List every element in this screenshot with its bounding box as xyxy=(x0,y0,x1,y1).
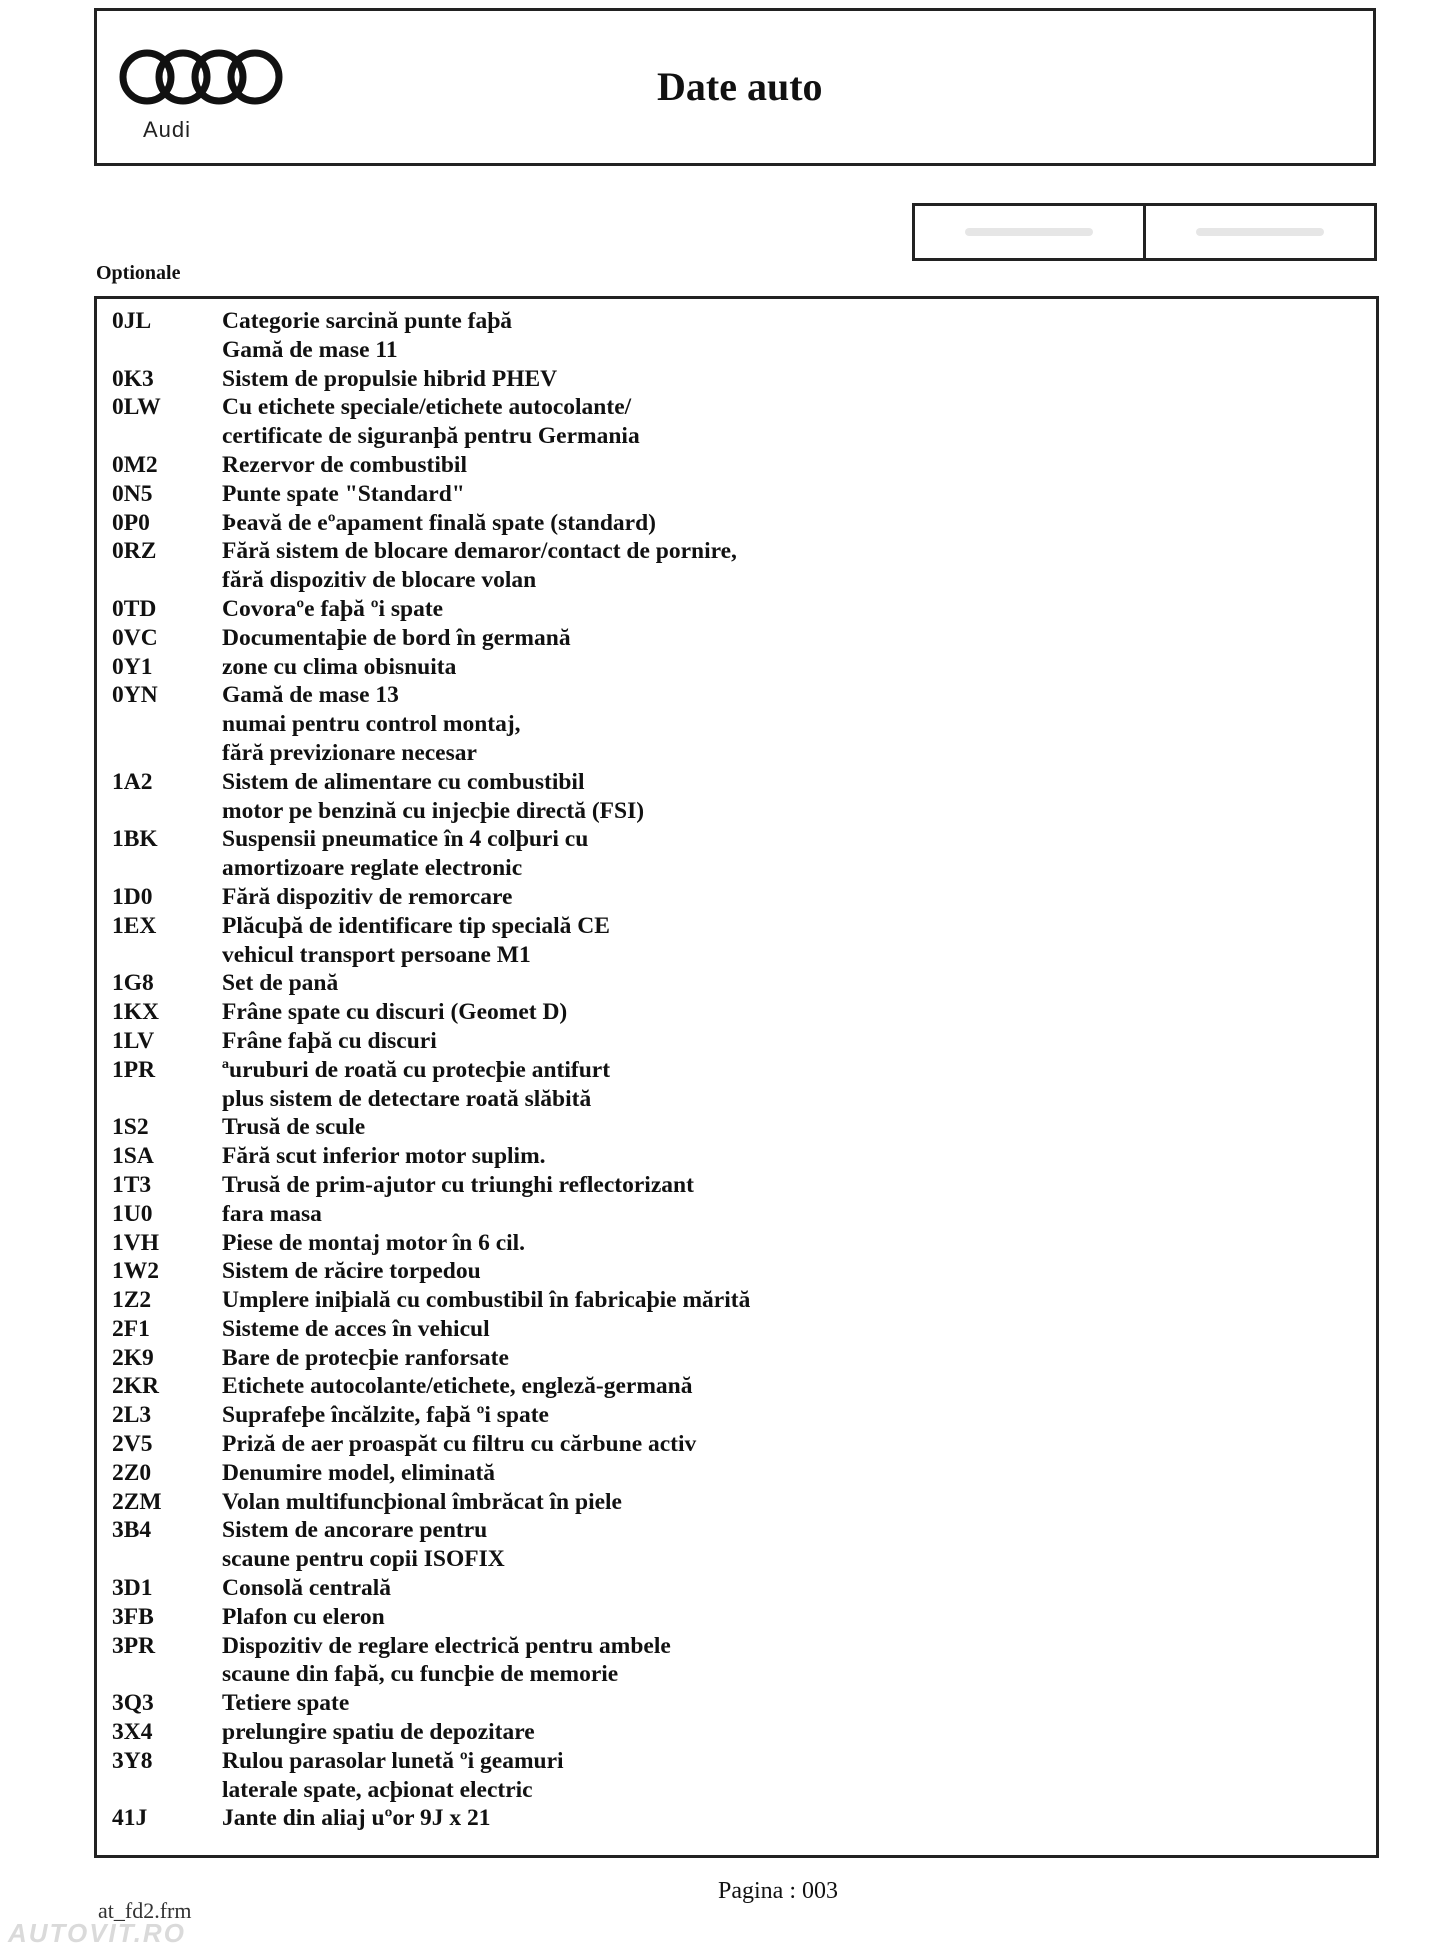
option-description xyxy=(222,1315,490,1344)
option-code: 3Q3 xyxy=(112,1690,154,1717)
option-row xyxy=(97,1804,1376,1833)
option-description-line: Consolă centrală xyxy=(222,1575,392,1602)
option-code: 0K3 xyxy=(112,365,154,392)
option-description-line: Punte spate "Standard" xyxy=(222,480,465,507)
option-description xyxy=(222,1113,365,1142)
option-description-line: scaune din faþă, cu funcþie de memorie xyxy=(222,1661,619,1688)
audi-logo xyxy=(117,47,287,142)
option-description-line: Piese de montaj motor în 6 cil. xyxy=(222,1229,526,1256)
option-row xyxy=(97,393,1376,451)
option-description xyxy=(222,365,557,394)
option-code: 0YN xyxy=(112,682,158,709)
option-description-line: Cu etichete speciale/etichete autocolante/ xyxy=(222,394,632,421)
option-code: 3B4 xyxy=(112,1517,152,1544)
option-description xyxy=(222,1632,671,1690)
option-row xyxy=(97,451,1376,480)
option-description-line: Fără dispozitiv de remorcare xyxy=(222,883,513,910)
option-row xyxy=(97,969,1376,998)
option-description-line: Tetiere spate xyxy=(222,1690,350,1717)
option-row xyxy=(97,1113,1376,1142)
option-code: 0Y1 xyxy=(112,653,153,680)
option-row xyxy=(97,307,1376,365)
option-description-line: zone cu clima obisnuita xyxy=(222,653,457,680)
option-description xyxy=(222,1430,696,1459)
option-description xyxy=(222,1689,349,1718)
option-description-line: Etichete autocolante/etichete, engleză-germană xyxy=(222,1373,693,1400)
option-description-line: Rezervor de combustibil xyxy=(222,451,467,478)
reference-field-left xyxy=(915,206,1143,258)
option-row xyxy=(97,1171,1376,1200)
option-code: 1G8 xyxy=(112,970,154,997)
option-row xyxy=(97,653,1376,682)
option-code: 1LV xyxy=(112,1027,155,1054)
page-number: Pagina : 003 xyxy=(718,1878,838,1904)
option-code: 1S2 xyxy=(112,1114,149,1141)
option-code: 3D1 xyxy=(112,1575,153,1602)
reference-fields xyxy=(912,203,1377,261)
option-row xyxy=(97,1229,1376,1258)
option-description xyxy=(222,537,737,595)
option-description xyxy=(222,912,610,970)
option-code: 0M2 xyxy=(112,451,158,478)
option-description-line: Documentaþie de bord în germană xyxy=(222,624,571,651)
option-description xyxy=(222,998,567,1027)
option-code: 3X4 xyxy=(112,1719,153,1746)
option-code: 1VH xyxy=(112,1229,159,1256)
document-header xyxy=(94,8,1376,166)
option-description xyxy=(222,825,588,883)
option-code: 1BK xyxy=(112,826,158,853)
option-code: 3Y8 xyxy=(112,1747,153,1774)
option-row xyxy=(97,1315,1376,1344)
option-row xyxy=(97,883,1376,912)
option-code: 1A2 xyxy=(112,768,153,795)
option-code: 1T3 xyxy=(112,1171,152,1198)
option-row xyxy=(97,1603,1376,1632)
option-description-line: Covoraºe faþă ºi spate xyxy=(222,595,444,622)
option-row xyxy=(97,1200,1376,1229)
option-row xyxy=(97,509,1376,538)
option-description xyxy=(222,1804,490,1833)
option-description xyxy=(222,1401,549,1430)
option-description xyxy=(222,1372,693,1401)
option-row xyxy=(97,595,1376,624)
option-code: 0RZ xyxy=(112,538,157,565)
option-row xyxy=(97,537,1376,595)
option-description-line: fără previzionare necesar xyxy=(222,739,477,766)
option-description-line: Sisteme de acces în vehicul xyxy=(222,1315,490,1342)
option-description xyxy=(222,653,456,682)
option-description xyxy=(222,1344,509,1373)
option-description xyxy=(222,1459,495,1488)
option-description-line: Categorie sarcină punte faþă xyxy=(222,308,513,334)
option-row xyxy=(97,480,1376,509)
option-row xyxy=(97,1027,1376,1056)
redacted-mark xyxy=(965,228,1093,236)
option-description-line: Umplere iniþială cu combustibil în fabricaþie mărită xyxy=(222,1287,751,1314)
option-description-line: Rulou parasolar lunetă ºi geamuri xyxy=(222,1747,564,1774)
option-row xyxy=(97,768,1376,826)
option-row xyxy=(97,1286,1376,1315)
option-description xyxy=(222,1574,391,1603)
option-description-line: Fără scut inferior motor suplim. xyxy=(222,1143,546,1170)
option-row xyxy=(97,1257,1376,1286)
option-row xyxy=(97,1459,1376,1488)
option-description-line: Gamă de mase 13 xyxy=(222,682,399,709)
option-description-line: certificate de siguranþă pentru Germania xyxy=(222,423,640,450)
option-code: 0JL xyxy=(112,308,152,334)
option-description xyxy=(222,1516,505,1574)
option-description xyxy=(222,451,467,480)
option-code: 0P0 xyxy=(112,509,150,536)
option-description xyxy=(222,883,512,912)
option-code: 2Z0 xyxy=(112,1459,152,1486)
option-description-line: scaune pentru copii ISOFIX xyxy=(222,1546,505,1573)
option-description xyxy=(222,681,521,767)
option-code: 2L3 xyxy=(112,1402,152,1429)
option-description xyxy=(222,1171,694,1200)
option-code: 1KX xyxy=(112,999,159,1026)
option-row xyxy=(97,1142,1376,1171)
option-code: 2K9 xyxy=(112,1344,154,1371)
option-description-line: numai pentru control montaj, xyxy=(222,711,521,738)
option-description-line: Jante din aliaj uºor 9J x 21 xyxy=(222,1805,491,1832)
option-description-line: Frâne spate cu discuri (Geomet D) xyxy=(222,999,568,1026)
option-description-line: fără dispozitiv de blocare volan xyxy=(222,567,537,594)
option-row xyxy=(97,1516,1376,1574)
option-description xyxy=(222,1056,610,1114)
option-row xyxy=(97,1430,1376,1459)
page-title: Date auto xyxy=(657,64,823,109)
reference-field-right xyxy=(1143,206,1374,258)
option-row xyxy=(97,825,1376,883)
option-description-line: fara masa xyxy=(222,1200,322,1227)
option-code: 3FB xyxy=(112,1603,154,1630)
option-row xyxy=(97,998,1376,1027)
option-row xyxy=(97,1689,1376,1718)
option-description-line: Frâne faþă cu discuri xyxy=(222,1027,437,1054)
option-row xyxy=(97,1488,1376,1517)
option-row xyxy=(97,365,1376,394)
option-description xyxy=(222,1286,750,1315)
option-row xyxy=(97,1718,1376,1747)
option-description xyxy=(222,1200,322,1229)
option-code: 0VC xyxy=(112,624,158,651)
option-row xyxy=(97,1401,1376,1430)
option-description-line: Dispozitiv de reglare electrică pentru ambele xyxy=(222,1632,671,1659)
option-code: 0N5 xyxy=(112,480,153,507)
option-description xyxy=(222,1257,481,1286)
option-code: 1W2 xyxy=(112,1258,159,1285)
option-description-line: Trusă de prim-ajutor cu triunghi reflectorizant xyxy=(222,1171,694,1198)
option-row xyxy=(97,1372,1376,1401)
option-description xyxy=(222,969,338,998)
option-description xyxy=(222,1142,546,1171)
option-row xyxy=(97,1747,1376,1805)
option-description-line: amortizoare reglate electronic xyxy=(222,855,523,882)
option-description-line: Sistem de propulsie hibrid PHEV xyxy=(222,365,558,392)
option-code: 1U0 xyxy=(112,1200,153,1227)
option-description-line: Volan multifuncþional îmbrăcat în piele xyxy=(222,1488,622,1515)
option-description-line: Plafon cu eleron xyxy=(222,1603,385,1630)
redacted-mark xyxy=(1196,228,1324,236)
option-description-line: Fără sistem de blocare demaror/contact de pornire, xyxy=(222,538,737,565)
option-code: 2KR xyxy=(112,1373,159,1400)
option-description xyxy=(222,307,512,365)
option-description-line: Þeavă de eºapament finală spate (standard) xyxy=(222,509,657,536)
option-description-line: ªuruburi de roată cu protecþie antifurt xyxy=(222,1056,611,1083)
option-code: 1EX xyxy=(112,912,157,939)
option-description-line: Denumire model, eliminată xyxy=(222,1459,496,1486)
option-row xyxy=(97,624,1376,653)
option-code: 2ZM xyxy=(112,1488,162,1515)
option-description xyxy=(222,1747,564,1805)
option-row xyxy=(97,681,1376,767)
option-description xyxy=(222,1718,535,1747)
option-code: 41J xyxy=(112,1805,148,1832)
option-description-line: motor pe benzină cu injecþie directă (FSI) xyxy=(222,797,645,824)
option-code: 3PR xyxy=(112,1632,156,1659)
option-code: 0LW xyxy=(112,394,161,421)
option-description-line: Suspensii pneumatice în 4 colþuri cu xyxy=(222,826,589,853)
audi-rings-icon xyxy=(117,47,287,107)
option-description xyxy=(222,1488,622,1517)
option-row xyxy=(97,1632,1376,1690)
option-row xyxy=(97,1574,1376,1603)
option-description xyxy=(222,624,571,653)
option-row xyxy=(97,1056,1376,1114)
footer-file-code: at_fd2.frm xyxy=(98,1898,192,1923)
option-description xyxy=(222,1229,525,1258)
option-code: 2F1 xyxy=(112,1315,150,1342)
option-code: 0TD xyxy=(112,595,157,622)
option-description xyxy=(222,768,644,826)
option-row xyxy=(97,912,1376,970)
brand-name: Audi xyxy=(143,117,192,142)
option-description-line: Priză de aer proaspăt cu filtru cu cărbune activ xyxy=(222,1431,697,1458)
option-code: 1SA xyxy=(112,1143,154,1170)
option-description-line: Sistem de răcire torpedou xyxy=(222,1258,481,1285)
option-description-line: Sistem de ancorare pentru xyxy=(222,1517,488,1544)
options-list xyxy=(94,296,1379,1858)
option-description-line: laterale spate, acþionat electric xyxy=(222,1776,533,1803)
option-description xyxy=(222,393,640,451)
watermark: AUTOVIT.RO xyxy=(8,1918,186,1948)
option-code: 1D0 xyxy=(112,883,153,910)
option-description xyxy=(222,1027,437,1056)
option-description-line: Set de pană xyxy=(222,970,339,997)
option-description-line: Suprafeþe încălzite, faþă ºi spate xyxy=(222,1402,549,1429)
option-description xyxy=(222,595,443,624)
option-description xyxy=(222,1603,385,1632)
option-code: 1PR xyxy=(112,1056,156,1083)
option-description-line: plus sistem de detectare roată slăbită xyxy=(222,1085,592,1112)
option-description-line: Sistem de alimentare cu combustibil xyxy=(222,768,585,795)
option-description xyxy=(222,509,656,538)
option-code: 2V5 xyxy=(112,1431,153,1458)
option-description-line: prelungire spatiu de depozitare xyxy=(222,1719,535,1746)
option-description-line: Gamă de mase 11 xyxy=(222,336,398,363)
option-code: 1Z2 xyxy=(112,1287,152,1314)
option-description-line: Plăcuþă de identificare tip specială CE xyxy=(222,912,610,939)
option-description xyxy=(222,480,465,509)
option-description-line: Trusă de scule xyxy=(222,1114,366,1141)
option-row xyxy=(97,1344,1376,1373)
option-description-line: vehicul transport persoane M1 xyxy=(222,941,531,968)
section-label: Optionale xyxy=(96,262,181,284)
option-description-line: Bare de protecþie ranforsate xyxy=(222,1344,509,1371)
